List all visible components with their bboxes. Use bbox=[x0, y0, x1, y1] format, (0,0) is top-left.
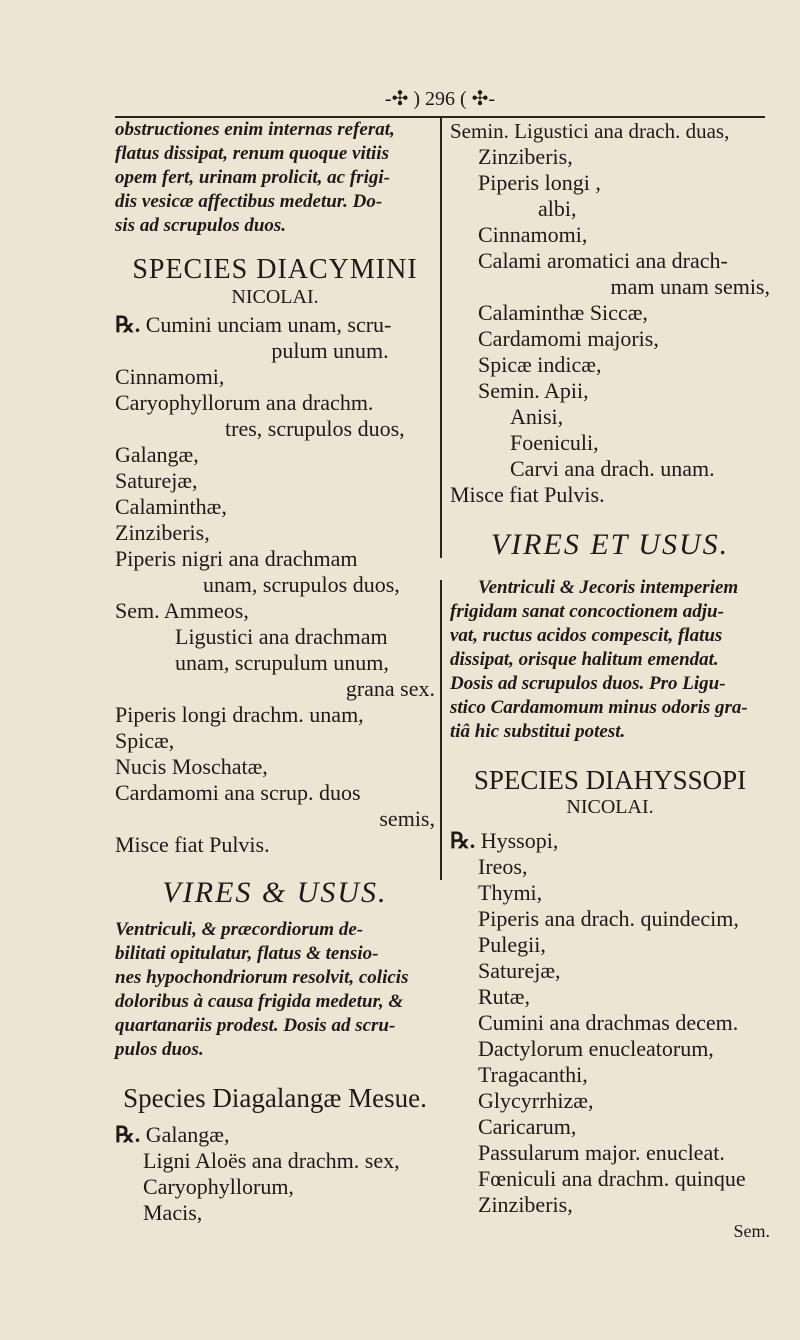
recipe-line: Cinnamomi, bbox=[478, 222, 588, 247]
right-column bbox=[450, 118, 770, 1244]
recipe-line: pulum unum. bbox=[271, 338, 389, 363]
recipe-line: Rutæ, bbox=[478, 984, 530, 1009]
recipe-line: Tragacanthi, bbox=[478, 1062, 588, 1087]
intro-line: sis ad scrupulos duos. bbox=[115, 215, 287, 236]
intro-line: dis vesicæ affectibus medetur. Do- bbox=[115, 191, 383, 212]
recipe-line: Macis, bbox=[143, 1200, 203, 1225]
recipe-line: Nucis Moschatæ, bbox=[115, 754, 268, 779]
page-header bbox=[115, 86, 765, 118]
section-title-diahyssopi: SPECIES DIAHYSSOPI bbox=[473, 765, 747, 795]
recipe-line: Calaminthæ Siccæ, bbox=[478, 300, 648, 325]
recipe-text: Cumini unciam unam, scru- bbox=[145, 312, 392, 337]
usus-line: stico Cardamomum minus odoris gra- bbox=[450, 697, 748, 718]
recipe-line: Saturejæ, bbox=[115, 468, 198, 493]
usus-line: Ventriculi & Jecoris intemperiem bbox=[478, 577, 739, 598]
recipe-line: Caryophyllorum ana drachm. bbox=[115, 390, 374, 415]
recipe-line: Ligni Aloës ana drachm. sex, bbox=[143, 1148, 400, 1173]
recipe-line: Carvi ana drach. unam. bbox=[510, 456, 715, 481]
recipe-line: Caryophyllorum, bbox=[143, 1174, 294, 1199]
recipe-line: Thymi, bbox=[478, 880, 543, 905]
recipe-line: Piperis nigri ana drachmam bbox=[115, 546, 358, 571]
intro-line: opem fert, urinam prolicit, ac frigi- bbox=[115, 167, 390, 188]
recipe-line: Piperis longi , bbox=[478, 170, 601, 195]
usus-line: frigidam sanat concoctionem adju- bbox=[450, 601, 724, 622]
usus-line: vat, ructus acidos compescit, flatus bbox=[450, 625, 723, 646]
recipe-line: Zinziberis, bbox=[478, 1192, 573, 1217]
usus-line: doloribus à causa frigida medetur, & bbox=[115, 991, 404, 1012]
recipe-line bbox=[115, 312, 435, 338]
recipe-line: Pulegii, bbox=[478, 932, 546, 957]
recipe-line: Saturejæ, bbox=[478, 958, 561, 983]
recipe-line: Semin. Apii, bbox=[478, 378, 589, 403]
usus-line: nes hypochondriorum resolvit, colicis bbox=[115, 967, 409, 988]
recipe-line: Misce fiat Pulvis. bbox=[115, 832, 270, 857]
recipe-symbol: ℞. bbox=[450, 828, 476, 853]
recipe-line: Zinziberis, bbox=[478, 144, 573, 169]
usus-line: dissipat, orisque halitum emendat. bbox=[450, 649, 719, 670]
section-title-vires-usus: VIRES & USUS. bbox=[162, 876, 388, 909]
recipe-line: Piperis ana drach. quindecim, bbox=[478, 906, 739, 931]
recipe-text: Galangæ, bbox=[145, 1122, 230, 1147]
recipe-line: Sem. Ammeos, bbox=[115, 598, 249, 623]
recipe-line: Calaminthæ, bbox=[115, 494, 227, 519]
recipe-line: semis, bbox=[379, 806, 435, 831]
recipe-line: Spicæ indicæ, bbox=[478, 352, 602, 377]
recipe-line: Caricarum, bbox=[478, 1114, 577, 1139]
column-divider-bottom bbox=[440, 580, 442, 880]
recipe-line: Misce fiat Pulvis. bbox=[450, 482, 605, 507]
intro-line: flatus dissipat, renum quoque vitiis bbox=[115, 143, 389, 164]
recipe-line: Dactylorum enucleatorum, bbox=[478, 1036, 714, 1061]
recipe-line: Semin. Ligustici ana drach. duas, bbox=[450, 119, 730, 143]
section-subtitle: NICOLAI. bbox=[231, 286, 319, 308]
usus-line: pulos duos. bbox=[115, 1039, 204, 1060]
recipe-line: Fœniculi ana drachm. quinque bbox=[478, 1166, 746, 1191]
recipe-line: albi, bbox=[538, 196, 577, 221]
recipe-line: Cumini ana drachmas decem. bbox=[478, 1010, 739, 1035]
left-column bbox=[115, 118, 435, 1226]
recipe-line: Cardamomi majoris, bbox=[478, 326, 659, 351]
recipe-line: Glycyrrhizæ, bbox=[478, 1088, 594, 1113]
usus-line: Dosis ad scrupulos duos. Pro Ligu- bbox=[450, 673, 726, 694]
recipe-line: tres, scrupulos duos, bbox=[225, 416, 405, 441]
recipe-line: Galangæ, bbox=[115, 442, 199, 467]
recipe-symbol: ℞. bbox=[115, 1122, 141, 1147]
recipe-line: mam unam semis, bbox=[610, 274, 770, 299]
recipe-line: Zinziberis, bbox=[115, 520, 210, 545]
intro-line: obstructiones enim internas referat, bbox=[115, 119, 395, 140]
recipe-line: unam, scrupulos duos, bbox=[203, 572, 400, 597]
usus-line: tiâ hic substitui potest. bbox=[450, 721, 626, 742]
usus-line: bilitati opitulatur, flatus & tensio- bbox=[115, 943, 379, 964]
section-subtitle: NICOLAI. bbox=[566, 796, 654, 818]
recipe-line: Piperis longi drachm. unam, bbox=[115, 702, 364, 727]
recipe-line: Ireos, bbox=[478, 854, 528, 879]
recipe-line: Cinnamomi, bbox=[115, 364, 225, 389]
recipe-line bbox=[450, 828, 770, 854]
recipe-line: Spicæ, bbox=[115, 728, 175, 753]
usus-line: Ventriculi, & præcordiorum de- bbox=[115, 919, 364, 940]
recipe-line: Cardamomi ana scrup. duos bbox=[115, 780, 361, 805]
section-title-vires-et-usus: VIRES ET USUS. bbox=[490, 528, 730, 561]
recipe-line: Anisi, bbox=[510, 404, 564, 429]
page-number: -✣ ) 296 ( ✣- bbox=[384, 88, 496, 110]
usus-line: quartanariis prodest. Dosis ad scru- bbox=[115, 1015, 396, 1036]
recipe-line: unam, scrupulum unum, bbox=[175, 650, 389, 675]
recipe-line: grana sex. bbox=[345, 676, 435, 701]
recipe-symbol: ℞. bbox=[115, 312, 141, 337]
recipe-line: Passularum major. enucleat. bbox=[478, 1140, 725, 1165]
recipe-line bbox=[115, 1122, 435, 1148]
recipe-text: Hyssopi, bbox=[480, 828, 559, 853]
catchword: Sem. bbox=[733, 1221, 770, 1241]
recipe-line: Ligustici ana drachmam bbox=[175, 624, 388, 649]
section-title-diagalangae: Species Diagalangæ Mesue. bbox=[123, 1083, 427, 1113]
recipe-line: Foeniculi, bbox=[510, 430, 599, 455]
section-title-diacymini: SPECIES DIACYMINI bbox=[132, 254, 418, 285]
column-divider-top bbox=[440, 118, 442, 558]
recipe-line: Calami aromatici ana drach- bbox=[478, 248, 728, 273]
